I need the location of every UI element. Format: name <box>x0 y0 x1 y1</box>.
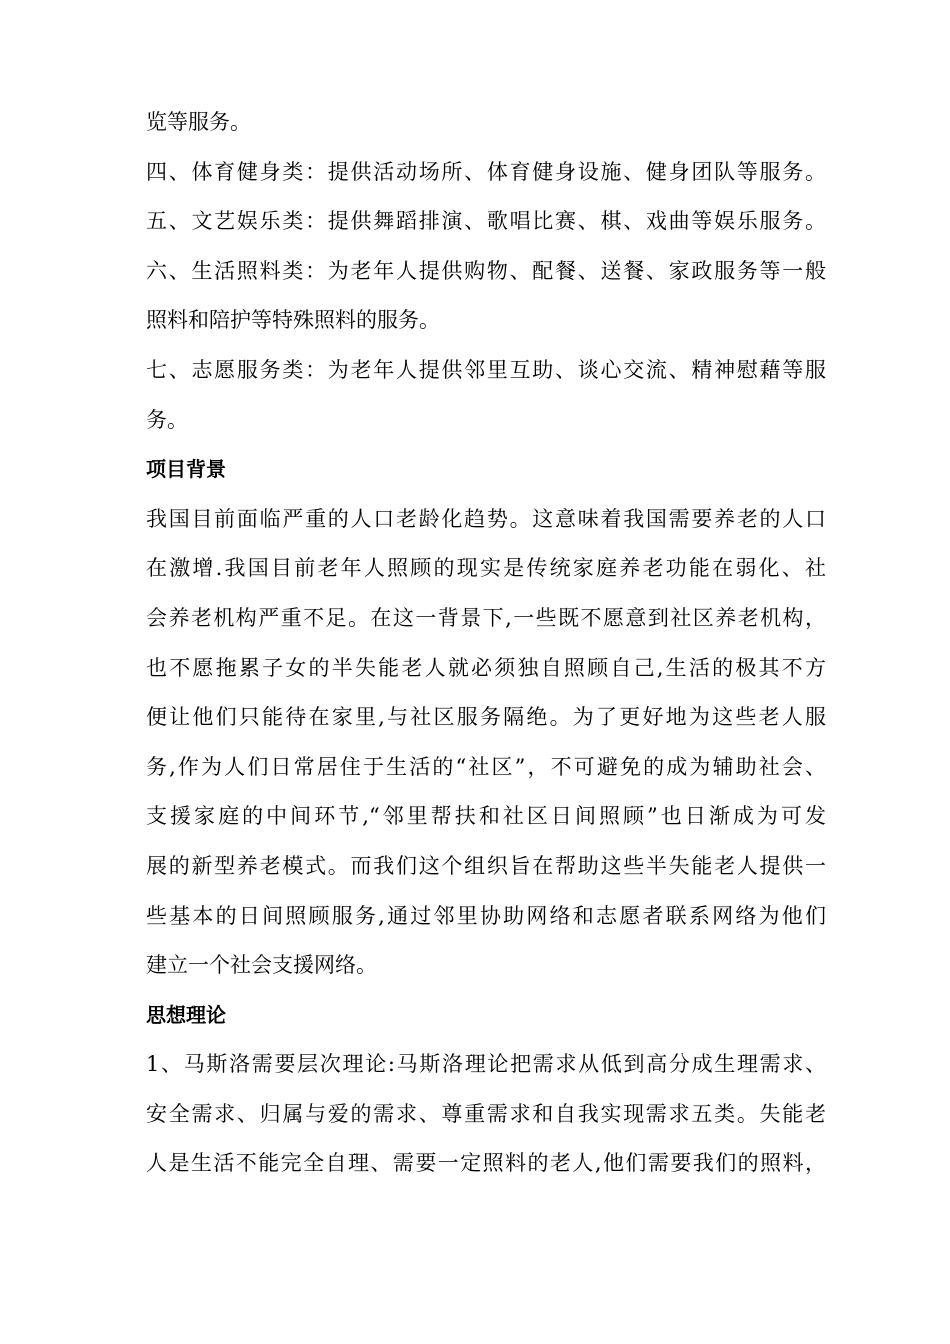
paragraph-line: 展的新型养老模式。而我们这个组织旨在帮助这些半失能老人提供一 <box>146 853 826 878</box>
section-heading-background: 项目背景 <box>146 457 226 482</box>
paragraph-line: 我国目前面临严重的人口老龄化趋势。这意味着我国需要养老的人口 <box>146 506 826 531</box>
paragraph-line: 建立一个社会支援网络。 <box>146 953 377 978</box>
list-item-volunteer-line-1: 七、志愿服务类：为老年人提供邻里互助、谈心交流、精神慰藉等服 <box>146 357 826 382</box>
paragraph-line: 支援家庭的中间环节,“邻里帮扶和社区日间照顾”也日渐成为可发 <box>146 804 826 829</box>
paragraph-line: 1、马斯洛需要层次理论:马斯洛理论把需求从低到高分成生理需求、 <box>146 1052 826 1077</box>
paragraph-line: 会养老机构严重不足。在这一背景下,一些既不愿意到社区养老机构， <box>146 605 826 630</box>
list-item-volunteer-line-2: 务。 <box>146 407 188 432</box>
list-item-daily-care-line-2: 照料和陪护等特殊照料的服务。 <box>146 308 440 333</box>
paragraph-line: 也不愿拖累子女的半失能老人就必须独自照顾自己,生活的极其不方 <box>146 655 826 680</box>
paragraph-line: 便让他们只能待在家里,与社区服务隔绝。为了更好地为这些老人服 <box>146 705 826 730</box>
paragraph-line: 务,作为人们日常居住于生活的“社区”，不可避免的成为辅助社会、 <box>146 754 826 779</box>
document-body <box>146 98 826 1189</box>
list-item-entertainment: 五、文艺娱乐类：提供舞蹈排演、歌唱比赛、棋、戏曲等娱乐服务。 <box>146 209 826 234</box>
list-continuation-line: 览等服务。 <box>146 110 251 134</box>
list-item-sports: 四、体育健身类：提供活动场所、体育健身设施、健身团队等服务。 <box>146 159 826 184</box>
list-item-daily-care-line-1: 六、生活照料类：为老年人提供购物、配餐、送餐、家政服务等一般 <box>146 258 826 283</box>
paragraph-line: 安全需求、归属与爱的需求、尊重需求和自我实现需求五类。失能老 <box>146 1101 826 1126</box>
paragraph-line: 些基本的日间照顾服务,通过邻里协助网络和志愿者联系网络为他们 <box>146 903 826 928</box>
section-heading-theory: 思想理论 <box>146 1002 226 1027</box>
paragraph-line: 人是生活不能完全自理、需要一定照料的老人,他们需要我们的照料， <box>146 1151 826 1176</box>
paragraph-line: 在激增.我国目前老年人照顾的现实是传统家庭养老功能在弱化、社 <box>146 556 826 581</box>
